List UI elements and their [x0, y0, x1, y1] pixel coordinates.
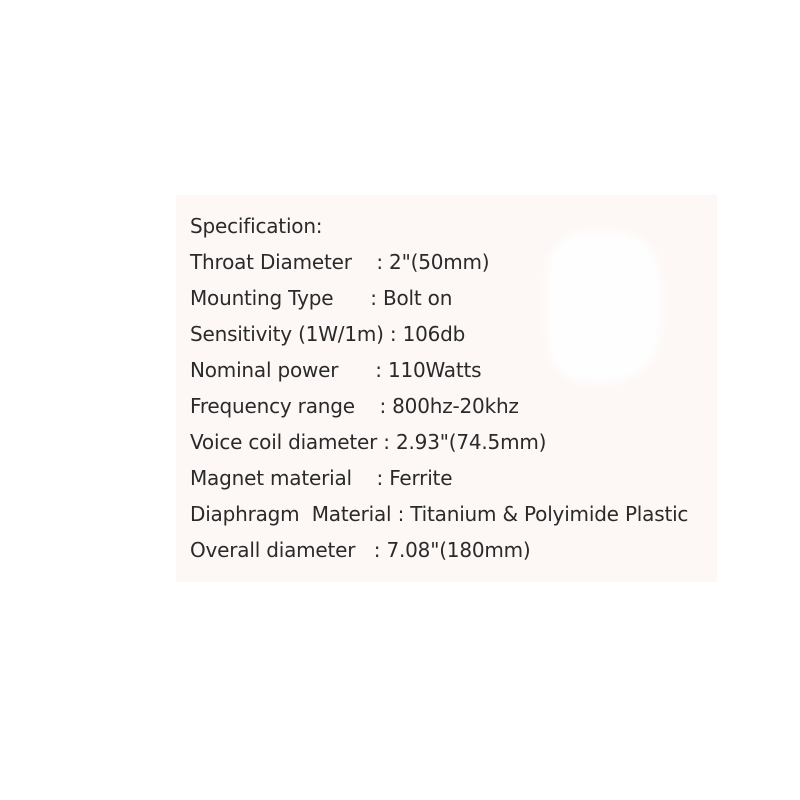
spec-magnet-material: Magnet material : Ferrite: [190, 466, 453, 490]
spec-overall-diameter: Overall diameter : 7.08"(180mm): [190, 538, 531, 562]
specification-heading: Specification:: [190, 214, 323, 238]
specification-list: [190, 208, 688, 568]
spec-throat-diameter: Throat Diameter : 2"(50mm): [190, 250, 490, 274]
spec-sensitivity: Sensitivity (1W/1m) : 106db: [190, 322, 466, 346]
spec-frequency-range: Frequency range : 800hz-20khz: [190, 394, 519, 418]
spec-mounting-type: Mounting Type : Bolt on: [190, 286, 453, 310]
spec-diaphragm-material: Diaphragm Material : Titanium & Polyimide Plastic: [190, 502, 689, 526]
spec-nominal-power: Nominal power : 110Watts: [190, 358, 482, 382]
spec-voice-coil-diameter: Voice coil diameter : 2.93"(74.5mm): [190, 430, 547, 454]
